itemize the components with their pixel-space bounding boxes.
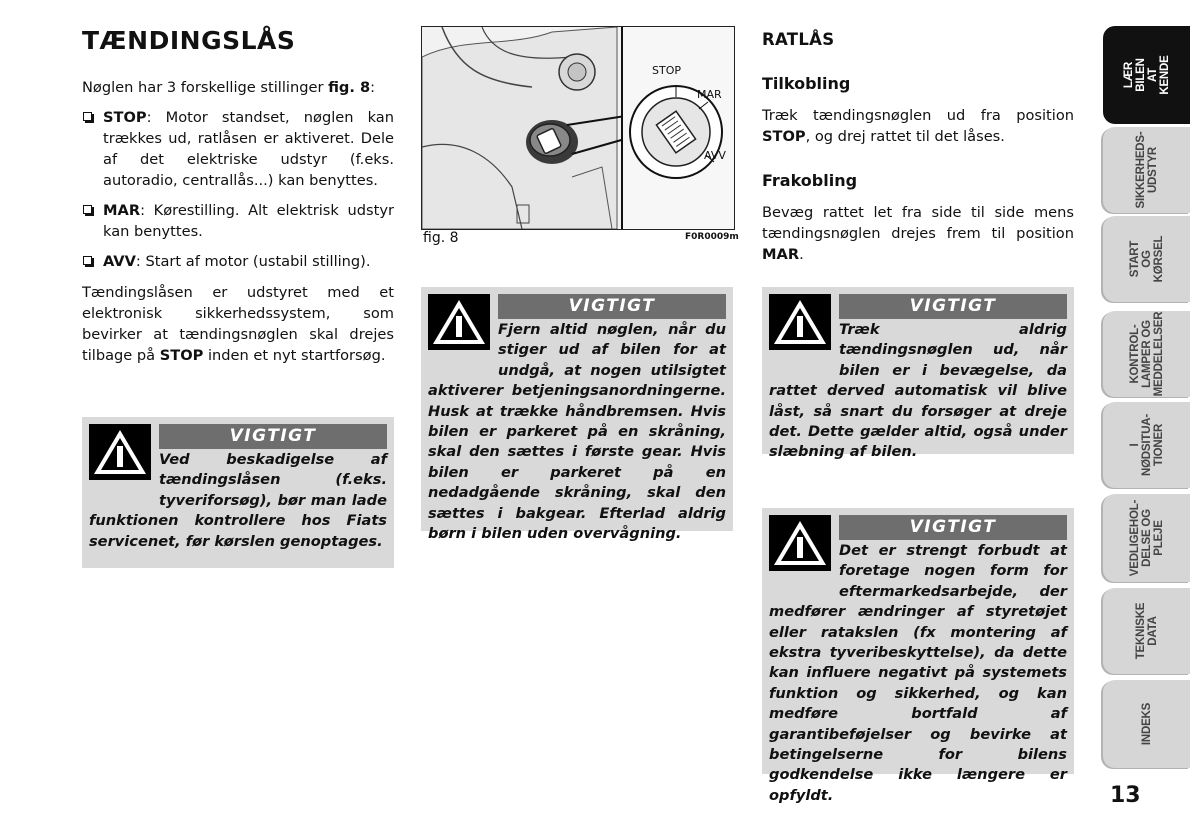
warning-label: VIGTIGT <box>498 294 726 319</box>
warning-text: Træk aldrig tændingsnøglen ud, når bilen er i bevægelse, da rattet derved automatisk vil blive låst, så snart du forsøger at dreje det. Dette gælder altid, også under slæbning af bilen. <box>769 321 1067 461</box>
list-item-stop: STOP: Motor standset, nøglen kan trækkes ud, ratlåsen er aktiveret. Dele af det elektriske udstyr (f.eks. autoradio, centrallås...) kan benyttes. <box>82 107 394 191</box>
subtitle-frakobling: Frakobling <box>762 171 858 190</box>
tab-label: LÆR BILEN AT KENDE <box>1122 55 1171 95</box>
tab-vedligeholdelse[interactable] <box>1103 494 1190 582</box>
tab-label: VEDLIGEHOL- DELSE OG PLEJE <box>1128 499 1165 577</box>
tab-kontrollamper[interactable] <box>1103 311 1190 397</box>
warning-box-key <box>421 287 733 543</box>
tab-label: INDEKS <box>1140 702 1153 746</box>
tab-label: TEKNISKE DATA <box>1134 602 1159 660</box>
figure-ignition-switch <box>421 26 735 230</box>
warning-text: Fjern altid nøglen, når du stiger ud af bilen for at undgå, at nogen utilsigtet aktiverer betjeningsanordningerne. Husk at trække håndbremsen. Hvis bilen er parkeret på en skråning, skal den sættes i første gear. Hvis bilen er parkeret på en nedadgående skråning, skal den sættes i bakgear. Efterlad aldrig børn i bilen uden overvågning. <box>428 321 726 543</box>
page-number: 13 <box>1110 783 1141 808</box>
warning-box-aftermarket <box>762 508 1074 804</box>
page-title: TÆNDINGSLÅS <box>82 26 296 55</box>
checkbox-bullet-icon <box>83 112 92 121</box>
tab-start-og-korsel[interactable] <box>1103 216 1190 302</box>
security-paragraph: Tændingslåsen er udstyret med et elektronisk sikkerhedssystem, som bevirker at tændingsnøglen skal drejes tilbage på STOP inden et nyt startforsøg. <box>82 284 394 364</box>
label-mar: MAR <box>697 88 722 101</box>
list-item-avv: AVV: Start af motor (ustabil stilling). <box>82 251 394 272</box>
subtitle-tilkobling: Tilkobling <box>762 74 851 93</box>
label-avv: AVV <box>704 149 726 162</box>
warning-label: VIGTIGT <box>839 294 1067 319</box>
section-title-ratlas: RATLÅS <box>762 30 835 49</box>
tab-tekniske-data[interactable] <box>1103 588 1190 674</box>
tab-label: I NØDSITUA- TIONER <box>1128 413 1165 477</box>
tab-label: SIKKERHEDS- UDSTYR <box>1134 131 1159 209</box>
warning-label: VIGTIGT <box>839 515 1067 540</box>
tab-sikkerhedsudstyr[interactable] <box>1103 127 1190 213</box>
warning-label: VIGTIGT <box>159 424 387 449</box>
checkbox-bullet-icon <box>83 256 92 265</box>
ignition-illustration <box>422 27 734 229</box>
position-list <box>82 107 394 272</box>
list-item-mar: MAR: Kørestilling. Alt elektrisk udstyr kan benyttes. <box>82 200 394 242</box>
warning-box-steering-lock <box>762 287 1074 461</box>
tab-label: KONTROL- LAMPER OG MEDDELELSER <box>1128 311 1165 397</box>
intro-paragraph: Nøglen har 3 forskellige stillinger fig. 8: <box>82 79 376 96</box>
frakobling-paragraph: Bevæg rattet let fra side til side mens tændingsnøglen drejes frem til position MAR. <box>762 204 1074 263</box>
warning-box-damage <box>82 417 394 568</box>
tab-indeks[interactable] <box>1103 680 1190 768</box>
figure-code: F0R0009m <box>685 232 739 242</box>
tilkobling-paragraph: Træk tændingsnøglen ud fra position STOP, og drej rattet til det låses. <box>762 107 1074 145</box>
warning-text: Det er strengt forbudt at foretage nogen form for eftermarkedsarbejde, der medfører ændringer af styretøjet eller ratakslen (fx montering af ekstra tyveribeskyttelse), da dette kan influere negativt på systemets funktion og sikkerhed, og kan medføre bortfald af garantibeføjelser og bevirke at betingelserne for bilens godkendelse ikke længere er opfyldt. <box>769 542 1067 804</box>
tab-i-nodsituationer[interactable] <box>1103 402 1190 488</box>
label-stop: STOP <box>652 64 681 77</box>
warning-text: Ved beskadigelse af tændingslåsen (f.eks. tyveriforsøg), bør man lade funktionen kontrollere hos Fiats servicenet, før kørslen genoptages. <box>89 451 387 550</box>
tab-laer-bilen-at-kende[interactable] <box>1103 26 1190 124</box>
figure-caption: fig. 8 <box>423 230 459 246</box>
checkbox-bullet-icon <box>83 205 92 214</box>
tab-label: START OG KØRSEL <box>1128 235 1165 283</box>
